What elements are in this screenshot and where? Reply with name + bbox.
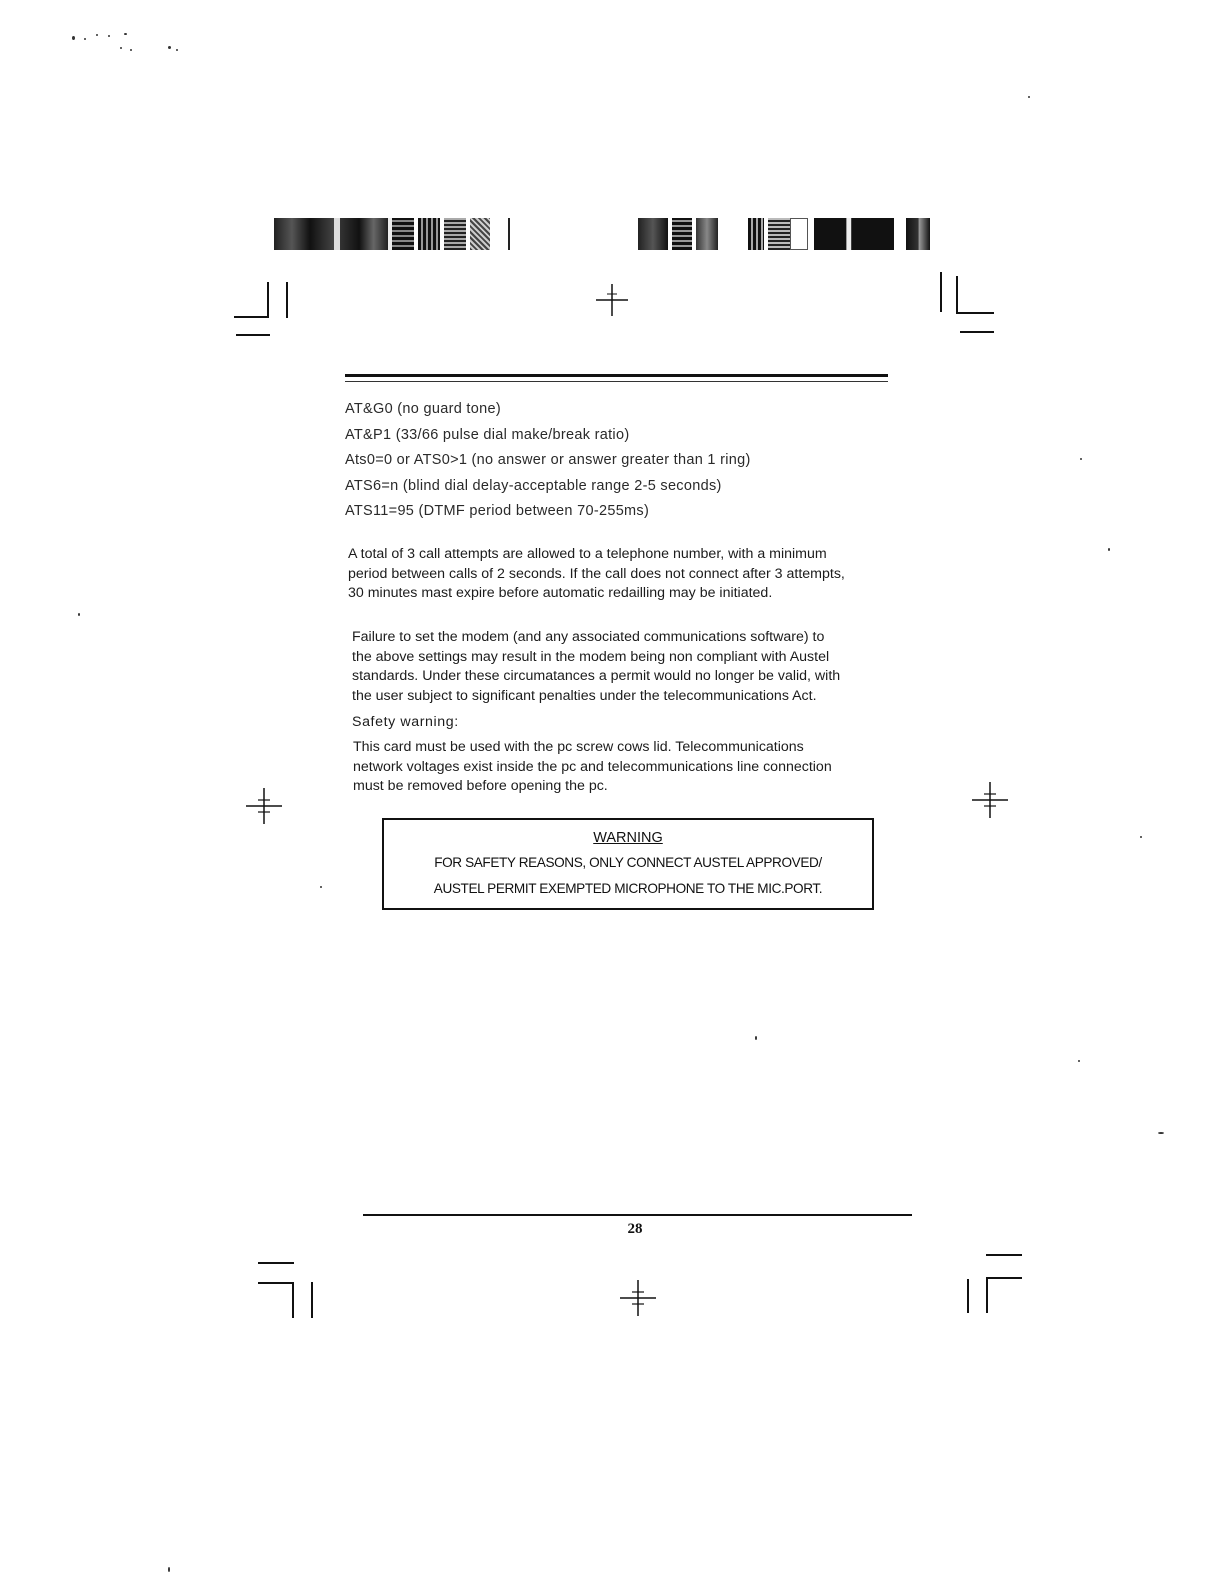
crop-mark bbox=[940, 272, 942, 312]
warning-line-2: AUSTEL PERMIT EXEMPTED MICROPHONE TO THE MIC.PORT. bbox=[433, 881, 823, 896]
paragraph-line: must be removed before opening the pc. bbox=[353, 778, 608, 794]
crop-mark bbox=[286, 282, 288, 318]
crop-mark bbox=[258, 1282, 294, 1284]
top-scan-strip-right bbox=[638, 218, 950, 250]
paragraph-line: the user subject to significant penalties under the telecommunications Act. bbox=[352, 687, 817, 704]
registration-mark-icon bbox=[592, 280, 632, 320]
scan-speck bbox=[1078, 1060, 1080, 1062]
registration-mark-icon bbox=[618, 1278, 658, 1318]
crop-mark bbox=[960, 331, 994, 333]
footer-rule bbox=[363, 1214, 912, 1216]
crop-mark bbox=[267, 282, 269, 318]
scan-speck bbox=[168, 1567, 170, 1572]
page-number: 28 bbox=[627, 1221, 643, 1237]
crop-mark bbox=[956, 276, 958, 314]
paragraph-line: the above settings may result in the modem being non compliant with Austel bbox=[352, 648, 830, 665]
scan-speck bbox=[78, 613, 80, 616]
scan-speck bbox=[1108, 548, 1110, 551]
warning-title bbox=[384, 830, 872, 846]
failure-paragraph bbox=[352, 628, 840, 706]
top-scan-strip-left bbox=[274, 218, 542, 250]
at-command-line: Ats0=0 or ATS0>1 (no answer or answer greater than 1 ring) bbox=[345, 452, 751, 468]
scan-speck bbox=[1028, 96, 1030, 98]
at-command-line: ATS6=n (blind dial delay-acceptable range 2-5 seconds) bbox=[345, 477, 722, 494]
paragraph-line: Failure to set the modem (and any associated communications software) to bbox=[352, 629, 825, 645]
paragraph-line: period between calls of 2 seconds. If the call does not connect after 3 attempts, bbox=[348, 565, 845, 582]
paragraph-line: standards. Under these circumatances a permit would no longer be valid, with bbox=[352, 668, 841, 684]
scan-speck bbox=[1140, 836, 1142, 838]
at-command-line: ATS11=95 (DTMF period between 70-255ms) bbox=[345, 503, 650, 519]
safety-paragraph bbox=[353, 738, 832, 797]
crop-mark bbox=[986, 1277, 1022, 1279]
crop-mark bbox=[236, 334, 270, 336]
crop-mark bbox=[292, 1282, 294, 1318]
scan-speck bbox=[84, 38, 86, 40]
call-attempts-paragraph bbox=[348, 545, 845, 604]
at-command-line: AT&G0 (no guard tone) bbox=[345, 401, 501, 417]
paragraph-line: network voltages exist inside the pc and telecommunications line connection bbox=[353, 758, 832, 775]
scan-speck bbox=[320, 886, 322, 888]
scan-speck bbox=[96, 34, 98, 36]
warning-line-1: FOR SAFETY REASONS, ONLY CONNECT AUSTEL APPROVED/ bbox=[434, 855, 822, 870]
crop-mark bbox=[258, 1262, 294, 1264]
scan-speck bbox=[108, 35, 110, 37]
crop-mark bbox=[234, 316, 268, 318]
scan-speck bbox=[72, 36, 75, 40]
registration-mark-icon bbox=[970, 780, 1010, 820]
warning-box bbox=[382, 818, 874, 910]
scan-speck bbox=[176, 49, 178, 51]
crop-mark bbox=[956, 312, 994, 314]
scan-speck bbox=[755, 1036, 757, 1040]
scan-speck bbox=[1080, 458, 1082, 460]
registration-mark-icon bbox=[244, 786, 284, 826]
crop-mark bbox=[986, 1254, 1022, 1256]
paragraph-line: This card must be used with the pc screw cows lid. Telecommunications bbox=[353, 739, 804, 755]
safety-heading: Safety warning: bbox=[352, 714, 459, 730]
paragraph-line: 30 minutes mast expire before automatic redailling may be initiated. bbox=[348, 585, 773, 601]
scan-speck bbox=[120, 47, 122, 49]
at-command-list bbox=[345, 398, 865, 526]
crop-mark bbox=[967, 1279, 969, 1313]
crop-mark bbox=[311, 1282, 313, 1318]
scan-speck bbox=[1158, 1132, 1164, 1134]
scan-speck bbox=[124, 33, 127, 35]
header-rule-thin bbox=[345, 381, 888, 382]
paragraph-line: A total of 3 call attempts are allowed to a telephone number, with a minimum bbox=[348, 546, 827, 562]
scan-speck bbox=[168, 46, 171, 49]
at-command-line: AT&P1 (33/66 pulse dial make/break ratio) bbox=[345, 426, 630, 443]
warning-title-text: WARNING bbox=[593, 830, 663, 846]
crop-mark bbox=[986, 1277, 988, 1313]
header-rule bbox=[345, 374, 888, 377]
scan-speck bbox=[130, 49, 132, 51]
